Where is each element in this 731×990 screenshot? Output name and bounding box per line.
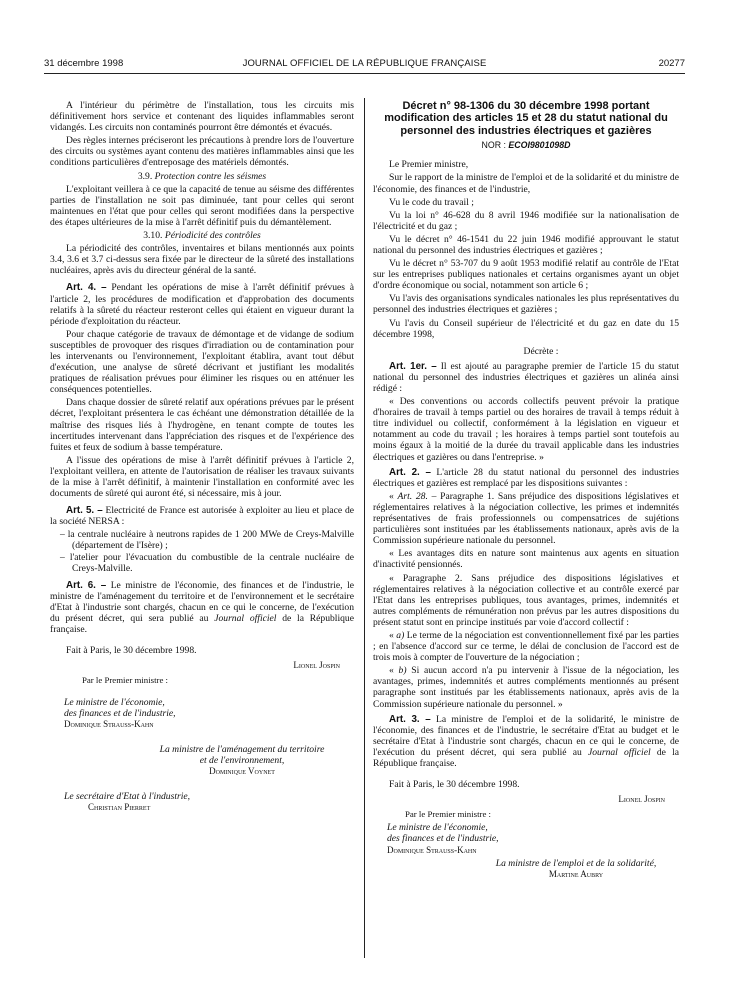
- section-title: Protection contre les séismes: [154, 170, 267, 182]
- signature-role: Le ministre de l'économie,: [387, 822, 488, 834]
- article-label: Art. 1er. –: [389, 360, 437, 372]
- par-le-premier-ministre: Par le Premier ministre :: [82, 675, 168, 686]
- article-text: de la République française.: [373, 746, 679, 769]
- signature-role: La ministre de l'emploi et de la solidarité,: [495, 857, 657, 869]
- quoted-paragraph: « Les avantages dits en nature sont maintenus aux agents en situation d'inactivité pensionnés.: [373, 548, 679, 571]
- paragraph: Dans chaque dossier de sûreté relatif aux opérations prévues par le présent décret, l'exploitant présentera le cas échéant une démonstration détaillée de la maîtrise des risques liés à l'hydrogène, en tenant compte de toutes les incertitudes intervenant dans l'appréciation des risques et de l'expérience des fuites et feux de sodium à basse température.: [50, 397, 354, 453]
- signature-role: des finances et de l'industrie,: [387, 833, 499, 845]
- quote-mark: «: [389, 490, 394, 502]
- decree-title: Décret n° 98-1306 du 30 décembre 1998 portant modification des articles 15 et 28 du statut national du personnel des industries électriques et gazières: [384, 100, 668, 137]
- article-label: Art. 4. –: [66, 282, 107, 294]
- journal-officiel: Journal officiel: [587, 746, 651, 758]
- quote-mark: «: [389, 629, 394, 641]
- article-label: Art. 3. –: [389, 713, 431, 725]
- signature-role: et de l'environnement,: [199, 754, 285, 766]
- fait-a-paris: Fait à Paris, le 30 décembre 1998.: [66, 645, 197, 657]
- visa: Vu le code du travail ;: [389, 196, 474, 208]
- article-text: Le ministre de l'économie, des finances et de l'industrie, le ministre de l'aménagement du territoire et de l'environnement et le secrétaire d'Etat à l'industrie sont chargés, chacun en ce qui le concerne, de l'exécution du présent décret, qui sera publié au: [50, 579, 355, 625]
- header-page-number: 20277: [658, 58, 685, 69]
- article-label: Art. 5. –: [66, 505, 103, 517]
- article-1: [373, 361, 679, 394]
- paragraph: A l'issue des opérations de mise à l'arrêt définitif prévues à l'article 2, l'exploitant veillera, en attente de l'autorisation de réaliser les travaux suivants de la mise à l'arrêt définitif, à maintenir l'installation en conformité avec les documents de sûreté qui auront été, si nécessaire, mis à jour.: [50, 454, 354, 500]
- section-heading-3-9: [50, 171, 354, 182]
- visa: Vu le décret n° 46-1541 du 22 juin 1946 modifié approuvant le statut national du personnel des industries électriques et gazières ;: [373, 233, 679, 256]
- visa: Vu l'avis du Conseil supérieur de l'électricité et du gaz en date du 15 décembre 1998,: [373, 317, 679, 340]
- paragraph: Pour chaque catégorie de travaux de démontage et de vidange de sodium susceptibles de provoquer des risques d'irradiation ou de contamination pour les intervenants ou l'environnement, l'exploitant établira, avant tout début d'exécution, une analyse de sûreté décrivant et justifiant les modalités pratiques de réalisation prévues pour éliminer les risques ou en atténuer les conséquences potentielles.: [50, 328, 354, 396]
- column-divider: [364, 98, 365, 958]
- signature-premier-ministre: Lionel Jospin: [293, 660, 340, 671]
- section-number: 3.10.: [143, 230, 163, 242]
- visa: Vu l'avis des organisations syndicales nationales les plus représentatives du personnel des industries électriques et gazières ;: [373, 293, 679, 316]
- fait-a-paris: Fait à Paris, le 30 décembre 1998.: [389, 779, 520, 791]
- quoted-article-ref: Art. 28.: [397, 490, 428, 502]
- paragraph: Des règles internes préciseront les précautions à prendre lors de l'ouverture des circuits ou systèmes ayant contenu des matières inflammables ainsi que les conditions particulières d'entreposage des matériels démontés.: [50, 135, 354, 169]
- article-label: Art. 6. –: [66, 579, 107, 591]
- quoted-paragraph: [373, 665, 679, 709]
- paragraph: La périodicité des contrôles, inventaires et bilans mentionnés aux points 3.4, 3.6 et 3.7 ci-dessus sera fixée par le directeur de la sûreté des installations nucléaires, après avis du directeur général de la santé.: [50, 243, 354, 277]
- signature-role: Le secrétaire d'Etat à l'industrie,: [64, 791, 191, 803]
- article-4: [50, 282, 354, 326]
- signature-block-emploi: [373, 858, 679, 880]
- signature-role: Le ministre de l'économie,: [64, 696, 165, 708]
- section-number: 3.9.: [137, 170, 153, 182]
- signature-name: Dominique Strauss-Kahn: [387, 844, 477, 855]
- decrete: Décrète :: [523, 345, 559, 357]
- quoted-paragraph: [373, 491, 679, 546]
- signature-block-economie: [50, 697, 354, 730]
- par-le-premier-ministre: Par le Premier ministre :: [405, 809, 491, 820]
- paragraph: L'exploitant veillera à ce que la capacité de tenue au séisme des différentes parties de l'installation ne soit pas diminuée, tant pour celles qui seront maintenues en l'état que pour celles qui seront modifiées dans la perspective des étapes ultérieures de la mise à l'arrêt définitif puis du démantèlement.: [50, 183, 354, 228]
- visa: Vu la loi n° 46-628 du 8 avril 1946 modifiée sur la nationalisation de l'électricité et du gaz ;: [373, 209, 679, 232]
- article-text: La ministre de l'emploi et de la solidarité, le ministre de l'économie, des finances et de l'industrie, le secrétaire d'Etat au budget et le secrétaire d'Etat à l'industrie sont chargés, chacun en ce qui le concerne, de l'exécution du présent décret, qui sera publié au: [373, 713, 679, 758]
- section-heading-3-10: [50, 230, 354, 241]
- paragraph: Le Premier ministre,: [389, 159, 469, 171]
- quoted-text: – Paragraphe 1. Sans préjudice des dispositions législatives et réglementaires relatives à la négociation collective, les primes et indemnités représentatives de frais professionnels ou compensatrices de sujétions particulières sont instituées par les établissements nationaux, après avis de la Commission supérieure nationale du personnel.: [373, 490, 679, 547]
- page-header: [44, 58, 685, 72]
- article-text: de la République française.: [50, 613, 354, 636]
- quoted-paragraph: « Paragraphe 2. Sans préjudice des dispositions législatives et réglementaires relatives à la négociation collective et au contrôle exercé par l'Etat dans les entreprises publiques, tous avantages, primes, indemnités et autres compléments de rémunération non prévus par les autres dispositions du présent statut sont en principe institués par voie d'accord collectif :: [373, 572, 679, 628]
- signature-role: des finances et de l'industrie,: [64, 707, 176, 719]
- quoted-paragraph: [373, 630, 679, 663]
- signature-block-industrie: [50, 791, 354, 813]
- quote-mark: «: [389, 665, 394, 677]
- signature-name: Martine Aubry: [548, 868, 604, 879]
- article-3: [373, 714, 679, 769]
- article-5: [50, 505, 354, 527]
- signature-name: Dominique Voynet: [209, 765, 275, 776]
- nor-reference: [373, 140, 679, 151]
- visa: Vu le décret n° 53-707 du 9 août 1953 modifié relatif au contrôle de l'Etat sur les entreprises publiques nationales et certains organismes ayant un objet d'ordre économique ou social, notamment son article 6 ;: [373, 258, 679, 292]
- signature-block-economie: [373, 822, 679, 855]
- header-title: JOURNAL OFFICIEL DE LA RÉPUBLIQUE FRANÇAISE: [242, 58, 487, 69]
- visa: Sur le rapport de la ministre de l'emploi et de la solidarité et du ministre de l'économie, des finances et de l'industrie,: [373, 172, 679, 195]
- signature-name: Dominique Strauss-Kahn: [64, 718, 154, 729]
- right-column: [373, 100, 679, 880]
- signature-premier-ministre: Lionel Jospin: [618, 794, 665, 805]
- article-6: [50, 580, 354, 635]
- header-date: 31 décembre 1998: [44, 58, 124, 69]
- quoted-text: Le terme de la négociation est conventionnellement fixé par les parties ; en l'absence d'accord sur ce terme, le délai de conclusion de l'accord est de trois mois à compter de l'ouverture de la négociation ;: [373, 629, 679, 664]
- article-label: Art. 2. –: [389, 466, 431, 478]
- journal-officiel: Journal officiel: [214, 613, 277, 625]
- quoted-text: Si aucun accord n'a pu intervenir à l'issue de la négociation, les avantages, primes, indemnités et autres compléments mentionnés au présent paragraphe sont institués par les établissements nationaux, après avis de la Commission supérieure nationale du personnel. »: [373, 665, 680, 710]
- list-item: – l'atelier pour l'évacuation du combustible de la centrale nucléaire de Creys-Malville.: [60, 551, 354, 574]
- left-column: [50, 100, 354, 813]
- header-rule: [44, 73, 685, 74]
- quoted-letter: a): [396, 629, 405, 641]
- quoted-letter: b): [398, 665, 407, 677]
- nor-label: NOR :: [481, 140, 506, 151]
- article-5-list: [50, 529, 354, 573]
- article-text: Pendant les opérations de mise à l'arrêt définitif prévues à l'article 2, les procédures de modification et d'approbation des documents relatifs à la sûreté du réacteur resteront celles qui étaient en vigueur durant la période d'exploitation du réacteur.: [50, 282, 354, 327]
- article-2: [373, 467, 679, 489]
- signature-block-environnement: [50, 744, 354, 777]
- article-text: L'article 28 du statut national du personnel des industries électriques et gazières est remplacé par les dispositions suivantes :: [373, 466, 679, 489]
- article-text: Electricité de France est autorisée à exploiter au lieu et place de la société NERSA :: [50, 505, 355, 528]
- list-item: – la centrale nucléaire à neutrons rapides de 1 200 MWe de Creys-Malville (département de l'Isère) ;: [60, 529, 354, 552]
- paragraph: A l'intérieur du périmètre de l'installation, tous les circuits mis définitivement hors service et contenant des liquides inflammables seront vidangés. Les circuits non contaminés pourront être démontés et évacués.: [50, 100, 354, 134]
- nor-code: ECOI9801098D: [508, 140, 571, 151]
- quoted-paragraph: « Des conventions ou accords collectifs peuvent prévoir la pratique d'horaires de travail à temps partiel ou des horaires de travail à temps réduit à titre individuel ou collectif, conformément à la législation en vigueur et notamment au code du travail ; les horaires à temps partiel sont toutefois au moins égaux à la moitié de la durée du travail applicable dans les industries électriques et gazières ou dans l'entreprise. »: [373, 396, 679, 463]
- signature-name: Christian Pierret: [88, 802, 151, 813]
- section-title: Périodicité des contrôles: [164, 230, 261, 242]
- article-text: Il est ajouté au paragraphe premier de l'article 15 du statut national du personnel des industries électriques et gazières un alinéa ainsi rédigé :: [373, 360, 679, 394]
- signature-role: La ministre de l'aménagement du territoire: [159, 743, 325, 755]
